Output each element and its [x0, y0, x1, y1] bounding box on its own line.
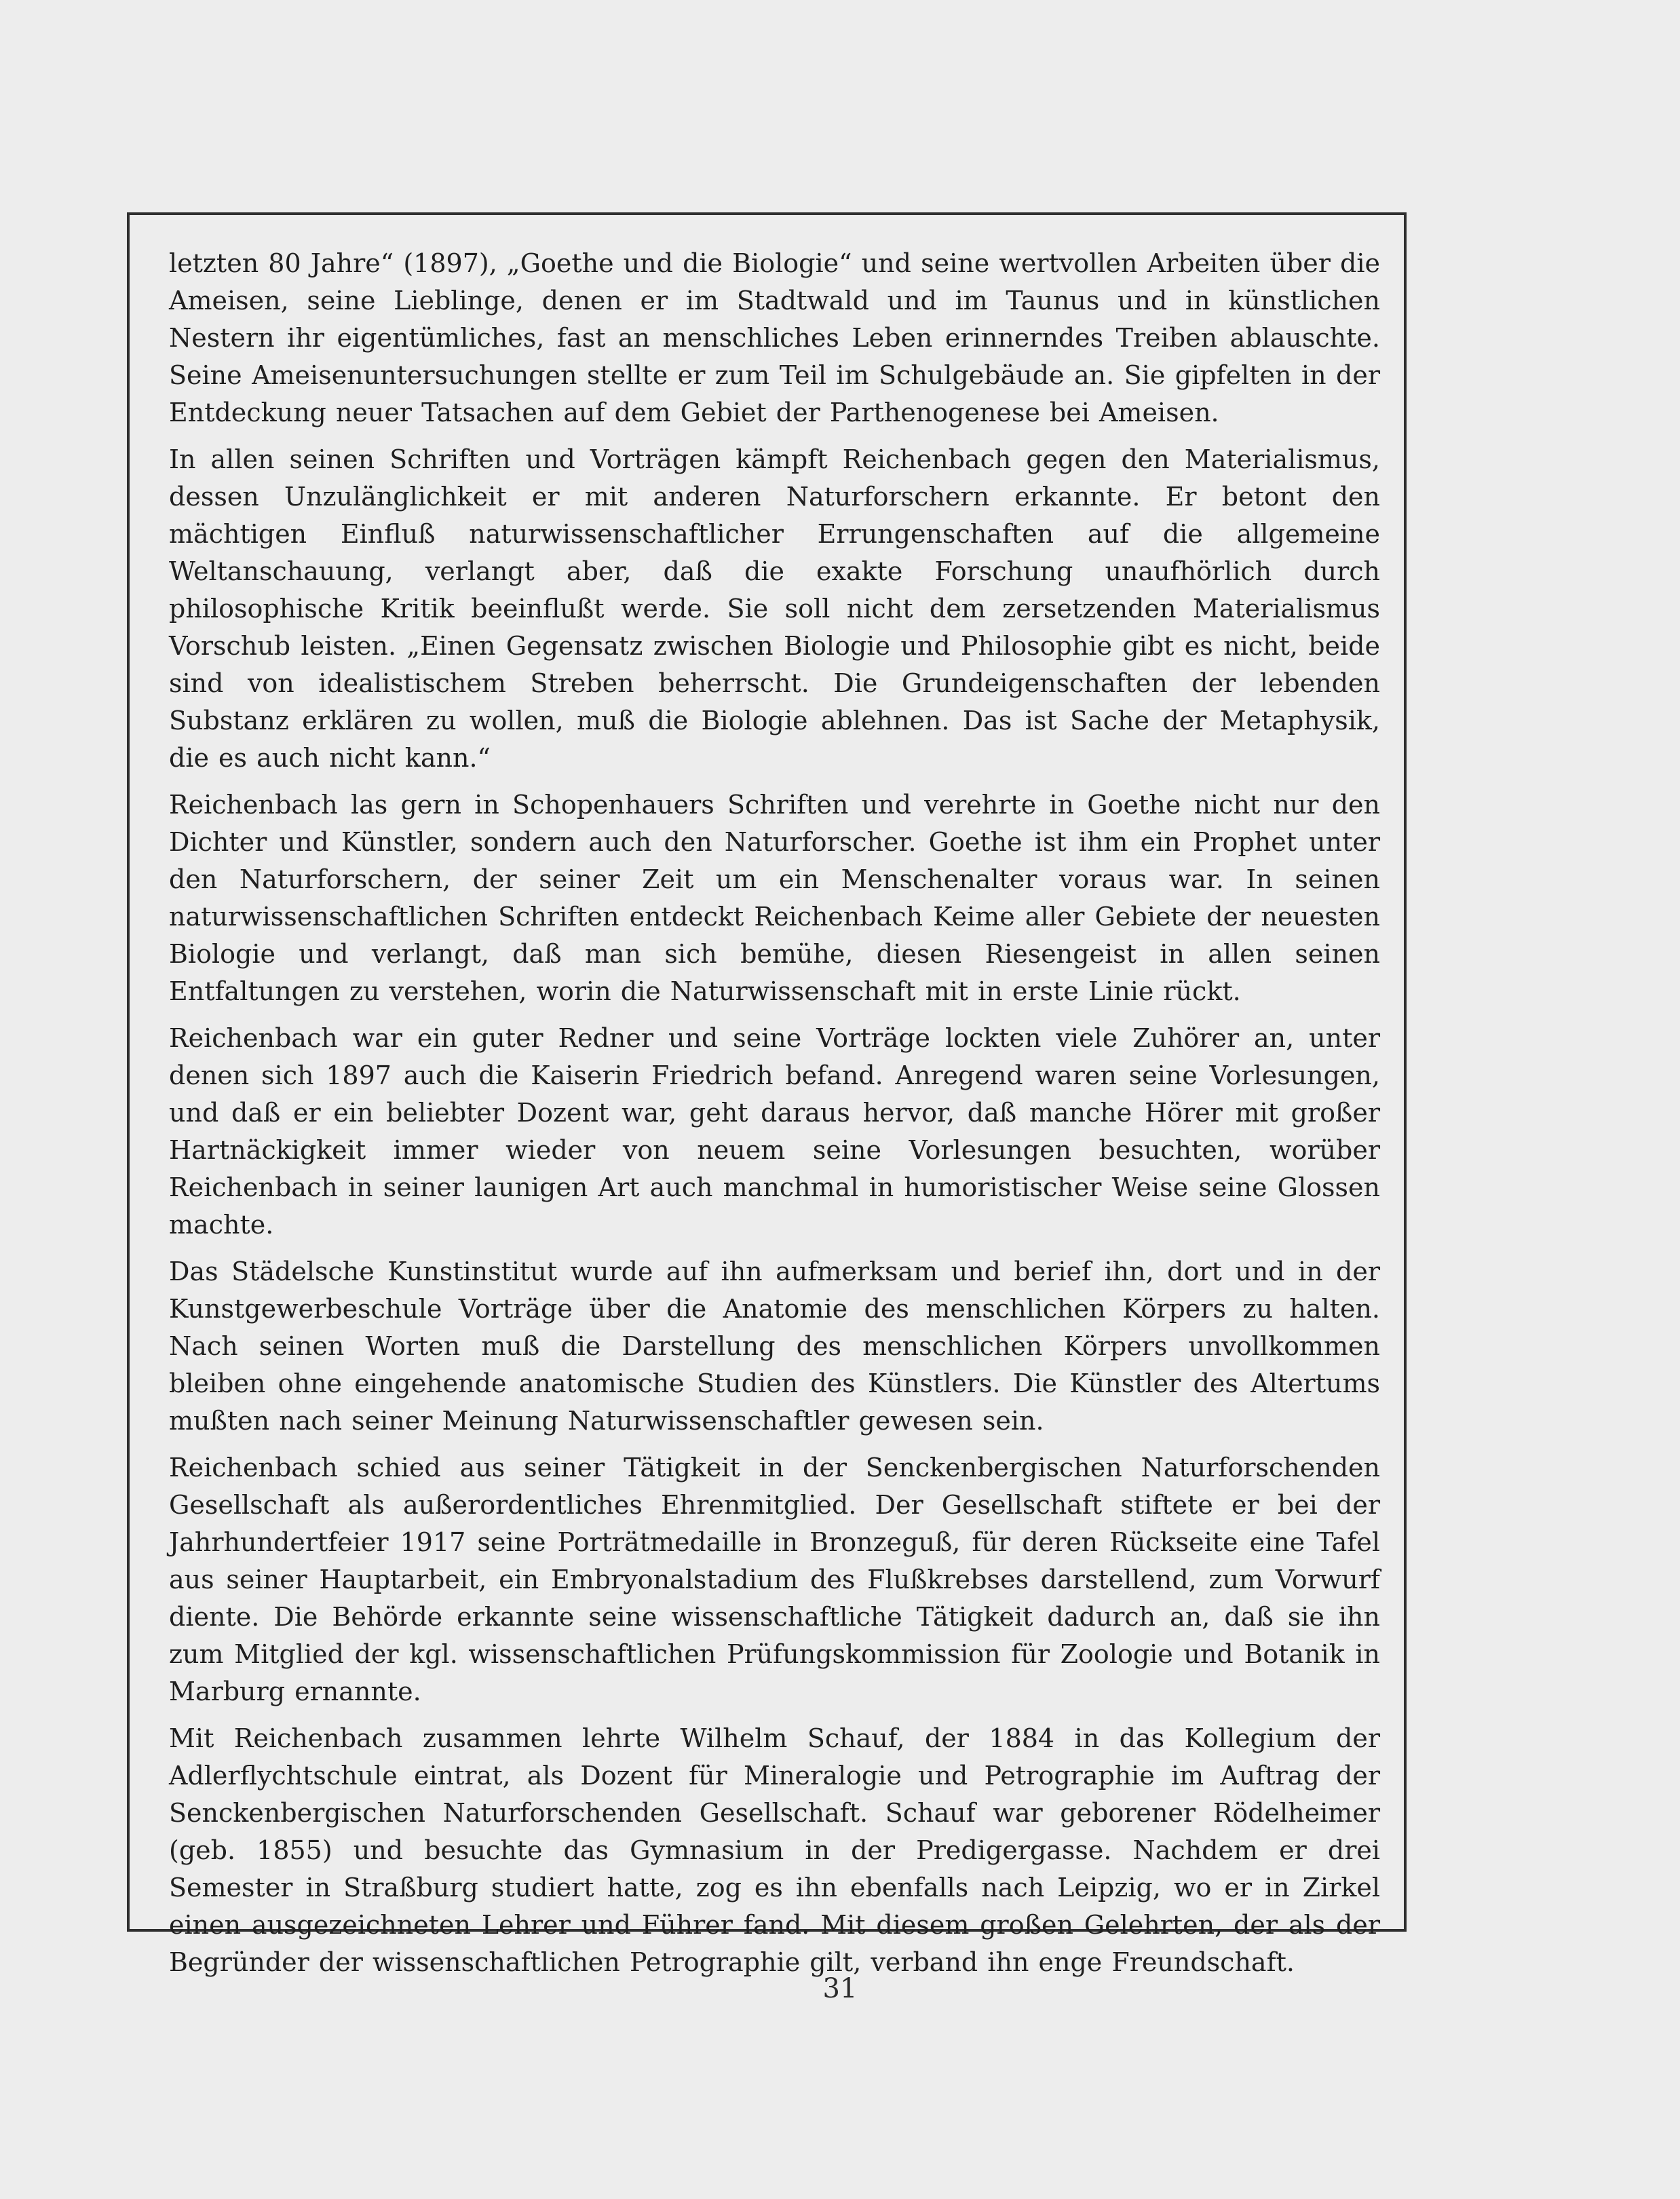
paragraph-goethe: Reichenbach las gern in Schopenhauers Schriften und verehrte in Goethe nicht nur den Dichter und Künstler, sondern auch den Naturforscher. Goethe ist ihm ein Prophet unter den Naturforschern, der seiner Zeit um ein Menschenalter voraus war. In seinen naturwissenschaftlichen Schriften entdeckt Reichenbach Keime aller Gebiete der neuesten Biologie und verlangt, daß man sich bemühe, diesen Riesengeist in allen seinen Entfaltungen zu verstehen, worin die Naturwissenschaft mit in erste Linie rückt.: [169, 790, 1380, 1006]
paragraph-schauf: Mit Reichenbach zusammen lehrte Wilhelm Schauf, der 1884 in das Kollegium der Adlerflychtschule eintrat, als Dozent für Mineralogie und Petrographie im Auftrag der Senckenbergischen Naturforschenden Gesellschaft. Schauf war geborener Rödelheimer (geb. 1855) und besuchte das Gymnasium in der Predigergasse. Nachdem er drei Semester in Straßburg studiert hatte, zog es ihn ebenfalls nach Leipzig, wo er in Zirkel einen ausgezeichneten Lehrer und Führer fand. Mit diesem großen Gelehrten, der als der Begründer der wissenschaftlichen Petrographie gilt, verband ihn enge Freundschaft.: [169, 1723, 1380, 1977]
paragraph-vortraege: Reichenbach war ein guter Redner und seine Vorträge lockten viele Zuhörer an, unter denen sich 1897 auch die Kaiserin Friedrich befand. Anregend waren seine Vorlesungen, und daß er ein beliebter Dozent war, geht daraus hervor, daß manche Hörer mit großer Hartnäckigkeit immer wieder von neuem seine Vorlesungen besuchten, worüber Reichenbach in seiner launigen Art auch manchmal in humoristischer Weise seine Glossen machte.: [169, 1023, 1380, 1240]
page-number: 31: [822, 1973, 858, 2004]
paragraph-staedel: Das Städelsche Kunstinstitut wurde auf ihn aufmerksam und berief ihn, dort und in der Kunstgewerbeschule Vorträge über die Anatomie des menschlichen Körpers zu halten. Nach seinen Worten muß die Darstellung des menschlichen Körpers unvollkommen bleiben ohne eingehende anatomische Studien des Künstlers. Die Künstler des Altertums mußten nach seiner Meinung Naturwissenschaftler gewesen sein.: [169, 1257, 1380, 1436]
paragraph-senckenberg: Reichenbach schied aus seiner Tätigkeit in der Senckenbergischen Naturforschenden Gesellschaft als außerordentliches Ehrenmitglied. Der Gesellschaft stiftete er bei der Jahrhundertfeier 1917 seine Porträtmedaille in Bronzeguß, für deren Rückseite eine Tafel aus seiner Hauptarbeit, ein Embryonalstadium des Flußkrebses darstellend, zum Vorwurf diente. Die Behörde erkannte seine wissenschaftliche Tätigkeit dadurch an, daß sie ihn zum Mitglied der kgl. wissenschaftlichen Prüfungskommission für Zoologie und Botanik in Marburg ernannte.: [169, 1453, 1380, 1706]
text-frame: [127, 212, 1407, 1977]
paragraph-materialismus: In allen seinen Schriften und Vorträgen kämpft Reichenbach gegen den Materialismus, dessen Unzulänglichkeit er mit anderen Naturforschern erkannte. Er betont den mächtigen Einfluß naturwissenschaftlicher Errungenschaften auf die allgemeine Weltanschauung, verlangt aber, daß die exakte Forschung unaufhörlich durch philosophische Kritik beeinflußt werde. Sie soll nicht dem zersetzenden Materialismus Vorschub leisten. „Einen Gegensatz zwischen Biologie und Philosophie gibt es nicht, beide sind von idealistischem Streben beherrscht. Die Grundeigenschaften der lebenden Substanz erklären zu wollen, muß die Biologie ablehnen. Das ist Sache der Metaphysik, die es auch nicht kann.“: [169, 444, 1380, 773]
paragraph-ameisen: letzten 80 Jahre“ (1897), „Goethe und die Biologie“ und seine wertvollen Arbeiten über die Ameisen, seine Lieblinge, denen er im Stadtwald und im Taunus und in künstlichen Nestern ihr eigentümliches, fast an menschliches Leben erinnerndes Treiben ablauschte. Seine Ameisenuntersuchungen stellte er zum Teil im Schulgebäude an. Sie gipfelten in der Entdeckung neuer Tatsachen auf dem Gebiet der Parthenogenese bei Ameisen.: [169, 248, 1380, 427]
